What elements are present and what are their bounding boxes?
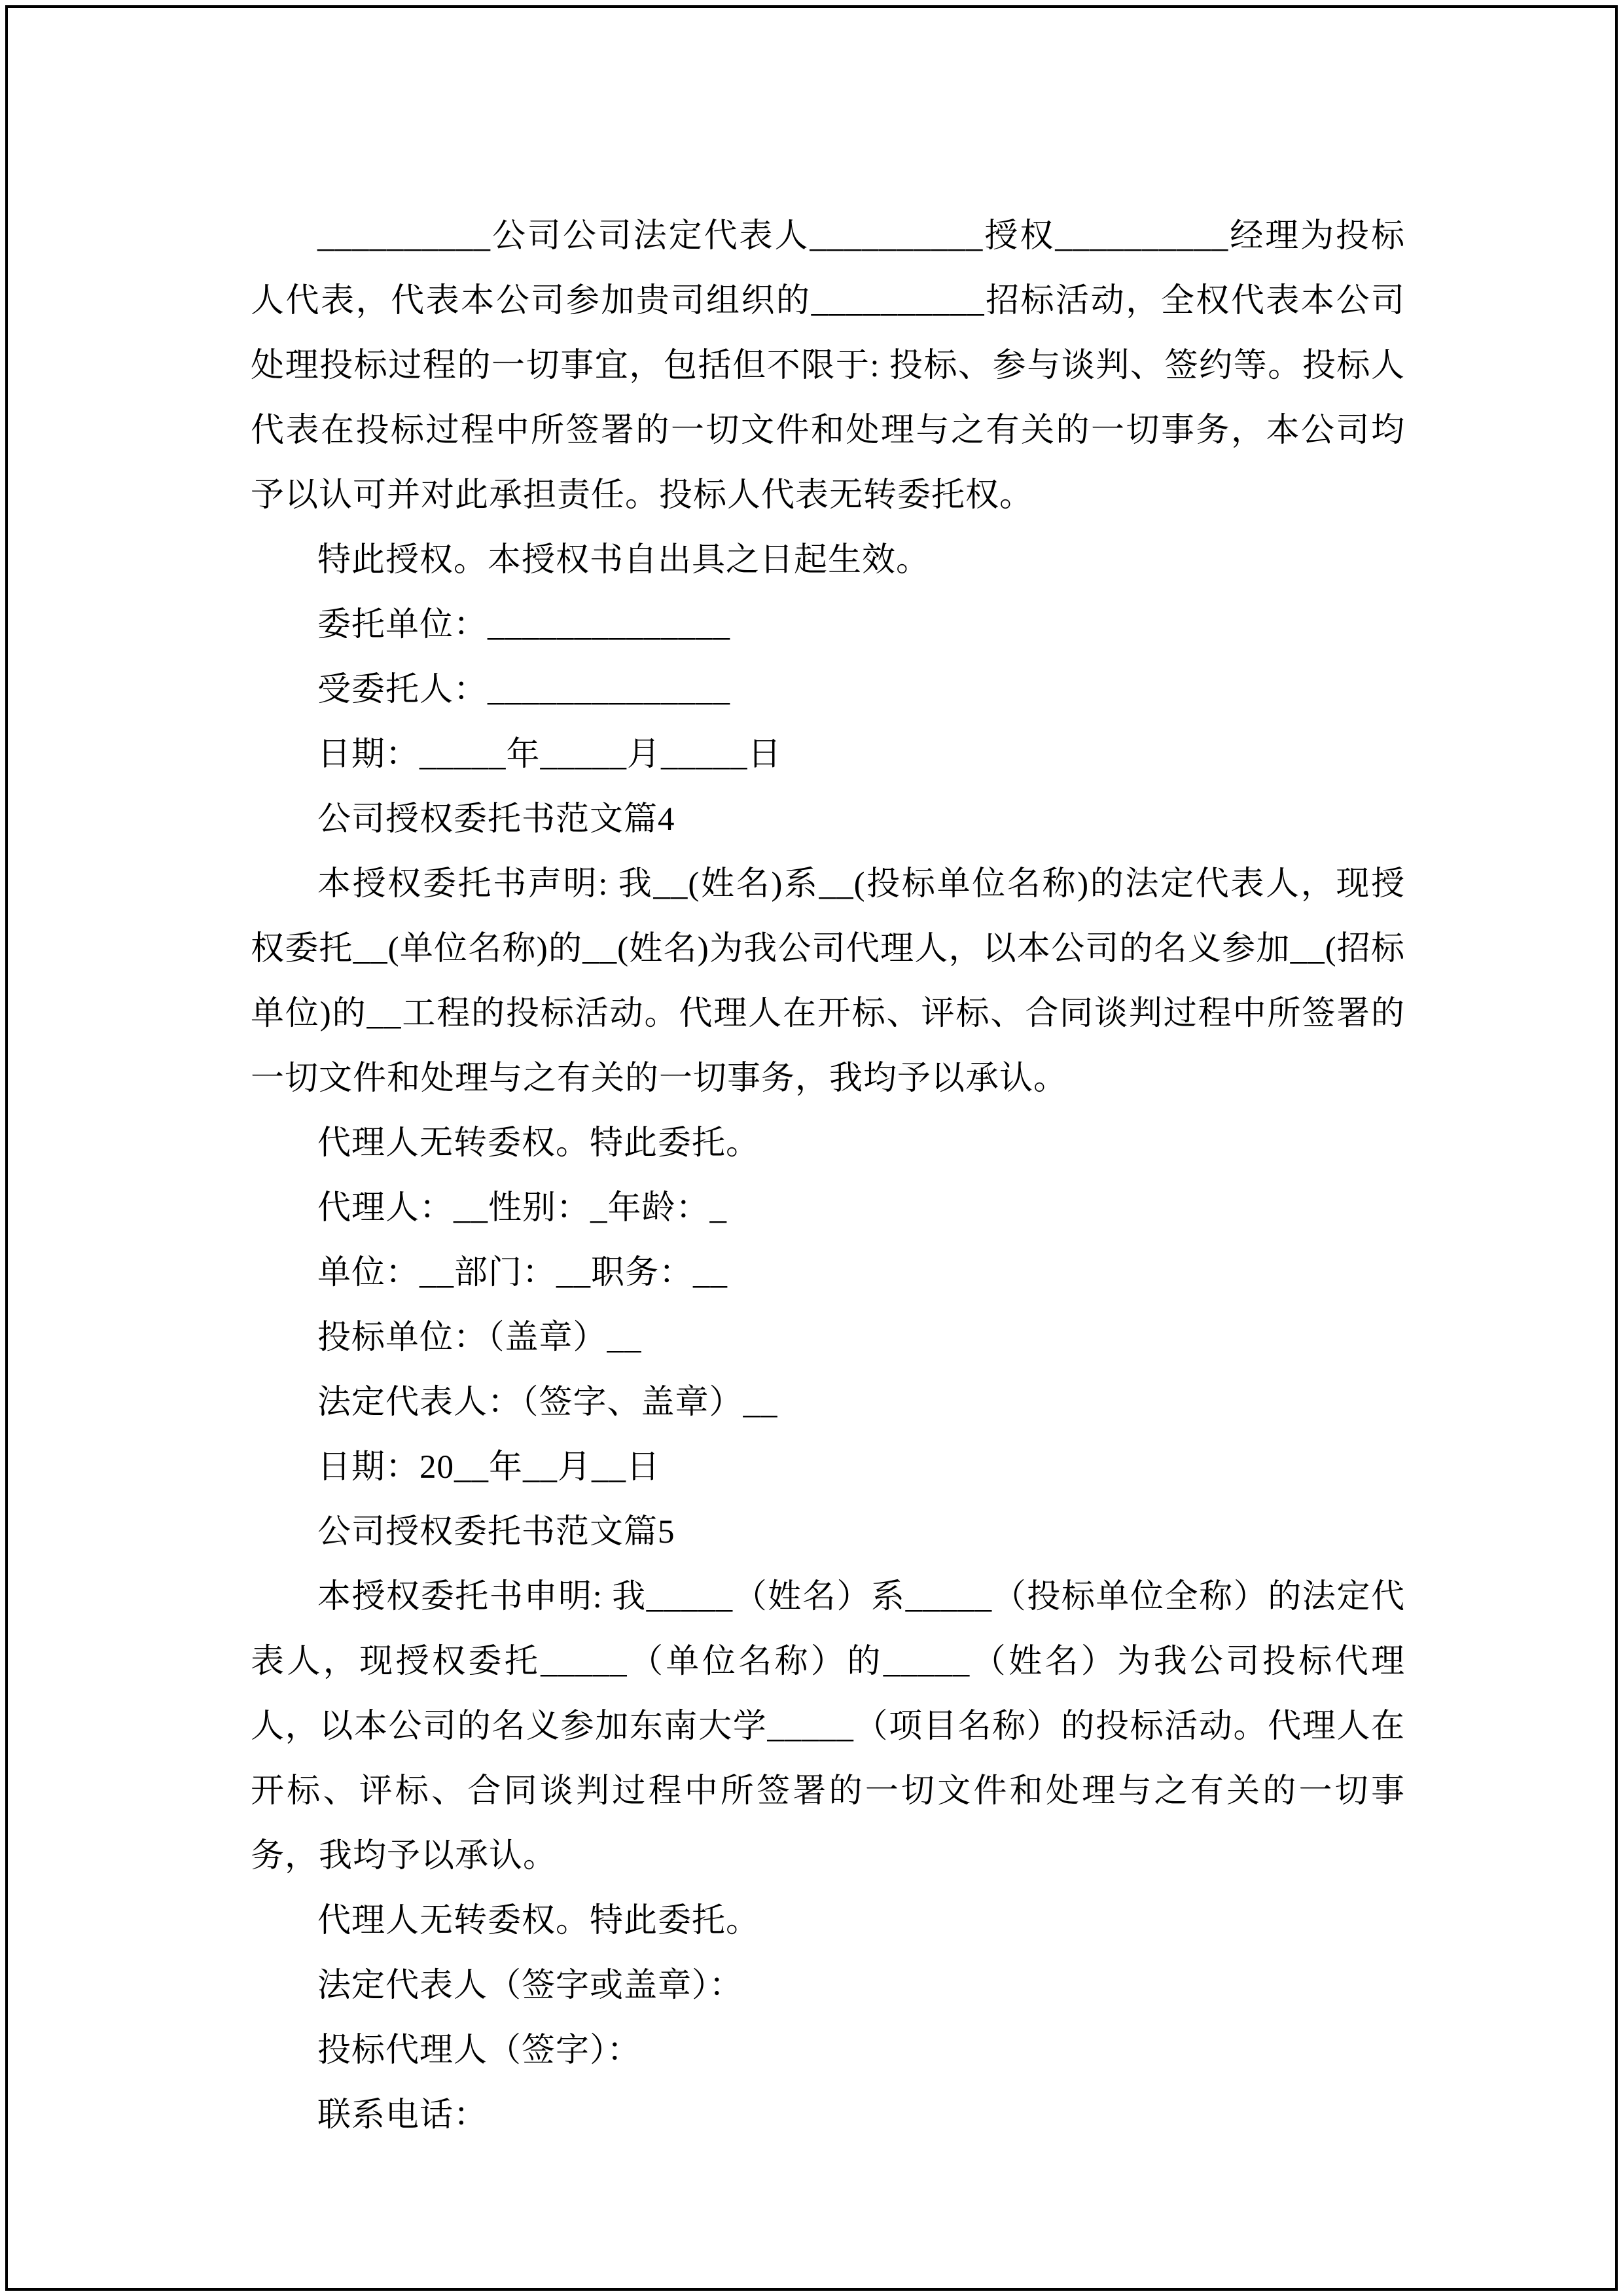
- section-heading-sample-5: 公司授权委托书范文篇5: [317, 1514, 675, 1551]
- paragraph-sample4-body: 本授权委托书声明: 我__(姓名)系__(投标单位名称)的法定代表人，现授权委托__(单位名称)的__(姓名)为我公司代理人，以本公司的名义参加__(招标单位)的__工程的投标活动。代理人在开标、评标、合同谈判过程中所签署的一切文件和处理与之有关的一切事务，我均予以承认。: [251, 866, 1405, 1097]
- field-bidding-agent-signature: 投标代理人（签字）：: [317, 2032, 641, 2069]
- field-unit-dept-position: 单位：__部门：__职务：__: [317, 1255, 728, 1291]
- field-entrusting-unit: 委托单位：______________: [317, 607, 731, 643]
- section-heading-sample-4: 公司授权委托书范文篇4: [317, 801, 675, 838]
- paragraph-authorization-body: __________公司公司法定代表人__________授权__________经理为投标人代表，代表本公司参加贵司组织的__________招标活动，全权代表本公司处理投标过程的一切事宜，包括但不限于: 投标、参与谈判、签约等。投标人代表在投标过程中所签署的一切文件和处理与之有关的一切事务，本公司均予以认可并对此承担责任。投标人代表无转委托权。: [251, 218, 1405, 514]
- field-legal-representative-sign: 法定代表人：（签字、盖章）__: [317, 1384, 778, 1421]
- field-legal-representative-signature: 法定代表人（签字或盖章）：: [317, 1967, 743, 2004]
- paragraph-sample4-no-subdelegate: 代理人无转委权。特此委托。: [317, 1125, 760, 1162]
- field-bidding-unit-seal: 投标单位：（盖章）__: [317, 1319, 642, 1356]
- field-date: 日期：_____年_____月_____日: [317, 736, 782, 773]
- paragraph-sample5-no-subdelegate: 代理人无转委权。特此委托。: [317, 1903, 760, 1939]
- field-entrusted-person: 受委托人：______________: [317, 672, 731, 708]
- field-date-20xx: 日期：20__年__月__日: [317, 1449, 661, 1486]
- paragraph-sample5-body: 本授权委托书申明: 我_____（姓名）系_____（投标单位全称）的法定代表人，现授权委托_____（单位名称）的_____（姓名）为我公司投标代理人，以本公司的名义参加东南大学_____（项目名称）的投标活动。代理人在开标、评标、合同谈判过程中所签署的一切文件和处理与之有关的一切事务，我均予以承认。: [251, 1579, 1405, 1874]
- document-body: [251, 204, 1405, 2148]
- field-contact-phone: 联系电话：: [317, 2097, 488, 2134]
- paragraph-grant-statement: 特此授权。本授权书自出具之日起生效。: [317, 542, 931, 579]
- field-agent-info: 代理人：__性别：_年龄：_: [317, 1190, 728, 1227]
